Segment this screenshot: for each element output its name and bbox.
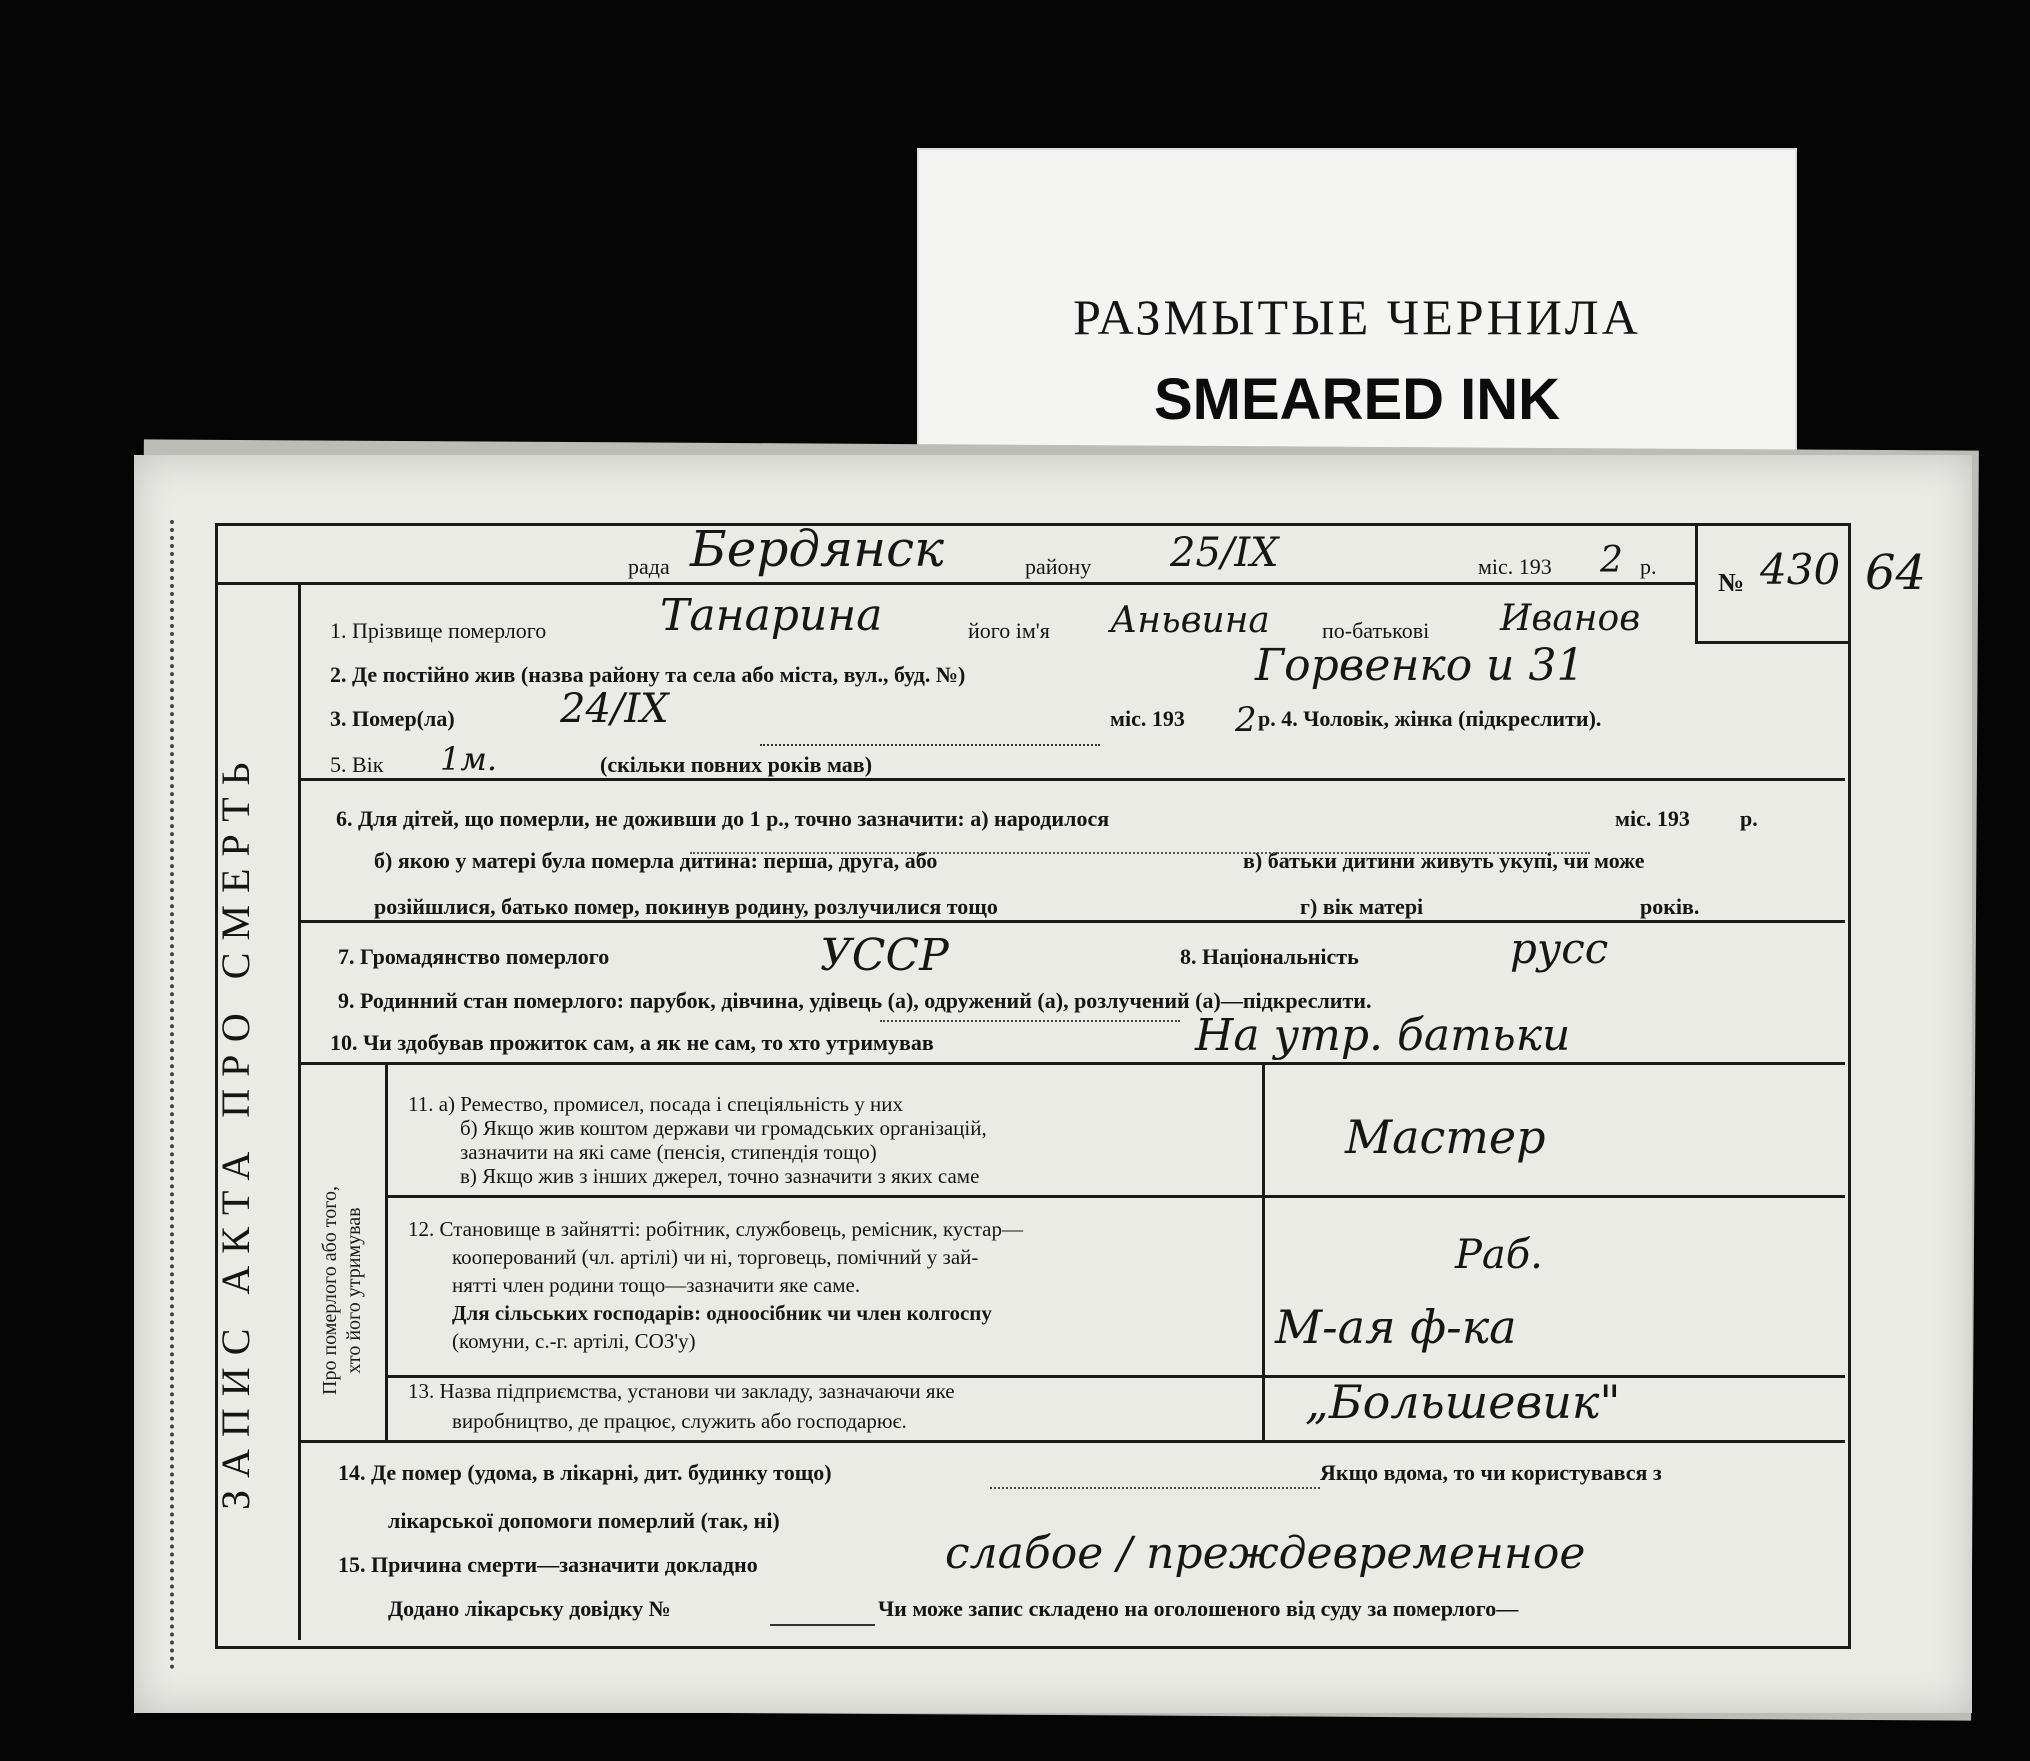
field-16-end: Чи може запис складено на оголошеного від суду за померлого— (878, 1596, 1519, 1621)
perforation-line (170, 520, 174, 1670)
field-11-line-2: б) Якщо жив коштом держави чи громадських організацій, (460, 1116, 987, 1140)
dotline-birth (690, 852, 1590, 854)
field-11-line-3: зазначити на які саме (пенсія, стипендія тощо) (460, 1140, 877, 1164)
field-12-line-5: (комуни, с.-г. артілі, СОЗ'у) (452, 1329, 696, 1353)
hw-rada-name: Бердянск (690, 520, 944, 578)
field-14-end: Якщо вдома, то чи користувався з (1320, 1460, 1662, 1485)
dotline-certificate (770, 1624, 875, 1626)
field-9-label: 9. Родинний стан померлого: парубок, дівчина, удівець (а), одружений (а), розлучений (а)—підкреслити. (338, 988, 1372, 1013)
field-12-line-2: кооперований (чл. артілі) чи ні, торговець, помічний у зай- (452, 1245, 979, 1269)
field-6-line-3-mid: г) вік матері (1300, 894, 1424, 919)
field-6-line-1: 6. Для дітей, що померли, не доживши до 1 р., точно зазначити: а) народилося (336, 806, 1110, 831)
header-rada-label: рада (628, 554, 670, 579)
hw-supported-by: На утр. батьки (1195, 1010, 1571, 1061)
field-6-line-3: розійшлися, батько помер, покинув родину, розлучилися тощо (374, 894, 998, 919)
field-1-name-label: його ім'я (968, 618, 1050, 643)
header-year-label: міс. 193 (1478, 554, 1552, 579)
field-7-label: 7. Громадянство померлого (338, 944, 610, 969)
field-12-line-3: нятті член родини тощо—зазначити яке саме. (452, 1273, 861, 1297)
hw-surname: Танарина (660, 590, 883, 641)
header-number-sign: № (1718, 568, 1745, 597)
hw-citizenship: УССР (820, 930, 949, 981)
dotline-citizenship (880, 1020, 1180, 1022)
rule-after-5 (298, 778, 1845, 781)
field-16-label: Додано лікарську довідку № (388, 1596, 671, 1621)
side-subtitle (318, 1186, 366, 1395)
field-1-label: 1. Прізвище померлого (330, 618, 547, 643)
field-5-suffix: (скільки повних років мав) (600, 752, 873, 777)
field-12-block (408, 1215, 1023, 1355)
hw-cause-of-death: слабое / преждевременное (945, 1528, 1586, 1579)
hw-position: Раб. (1455, 1232, 1543, 1278)
hw-margin-number: 64 (1865, 545, 1927, 601)
rule-after-13 (298, 1440, 1845, 1443)
field-13-block (408, 1376, 955, 1436)
field-14-label: 14. Де помер (удома, в лікарні, дит. будинку тощо) (338, 1460, 832, 1485)
side-subtitle-line-2: хто його утримував (343, 1207, 365, 1374)
rule-after-11 (385, 1195, 1845, 1198)
field-14-line-2: лікарської допомоги померлий (так, ні) (388, 1508, 780, 1533)
hw-patronymic: Иванов (1500, 598, 1641, 639)
side-column-rule (298, 582, 301, 1640)
hw-death-year-digit: 2 (1235, 700, 1257, 740)
header-r-label: р. (1640, 554, 1657, 579)
side-subtitle-line-1: Про померлого або того, (319, 1186, 341, 1395)
field-11-line-1: 11. а) Ремество, промисел, посада і спеціяльність у них (408, 1092, 903, 1116)
field-13-line-2: виробництво, де працює, служить або господарює. (452, 1409, 907, 1433)
header-raionu-label: району (1025, 554, 1092, 579)
field-6-line-1-r: р. (1740, 806, 1758, 831)
smeared-ink-notice (917, 148, 1797, 464)
hw-first-name: Аньвина (1110, 600, 1270, 641)
field-6-line-2: б) якою у матері була померла дитина: перша, друга, або (374, 848, 938, 873)
hw-occupation: Мастер (1345, 1110, 1546, 1164)
hw-workplace-2: „Большевик" (1305, 1375, 1621, 1429)
dotline-death-place (990, 1487, 1320, 1489)
hw-record-number: 430 (1760, 545, 1841, 594)
field-8-label: 8. Національність (1180, 944, 1359, 969)
side-title: ЗАПИС АКТА ПРО СМЕРТЬ (213, 750, 258, 1510)
field-12-line-4: Для сільських господарів: одноосібник чи член колгоспу (452, 1301, 992, 1325)
hw-nationality: русс (1510, 924, 1609, 973)
field-2-label: 2. Де постійно жив (назва району та села або міста, вул., буд. №) (330, 662, 966, 687)
field-11-line-4: в) Якщо жив з інших джерел, точно зазначити з яких саме (460, 1164, 980, 1188)
rule-after-6 (298, 920, 1845, 923)
field-13-line-1: 13. Назва підприємства, установи чи закладу, зазначаючи яке (408, 1379, 955, 1403)
hw-workplace-1: М-ая ф-ка (1275, 1300, 1517, 1354)
hw-death-day: 24/IX (560, 686, 669, 732)
occupation-side-rule (385, 1062, 388, 1440)
field-5-label: 5. Вік (330, 752, 384, 777)
field-3-year-label: міс. 193 (1110, 706, 1185, 731)
hw-age: 1м. (440, 740, 498, 778)
occupation-answer-rule (1262, 1062, 1265, 1440)
field-6-line-1-year: міс. 193 (1615, 806, 1690, 831)
notice-russian: РАЗМЫТЫЕ ЧЕРНИЛА (1073, 289, 1641, 345)
field-15-label: 15. Причина смерти—зазначити докладно (338, 1552, 758, 1577)
field-11-block (408, 1092, 987, 1188)
notice-english: SMEARED INK (1153, 367, 1561, 432)
rule-after-10 (298, 1062, 1845, 1065)
field-10-label: 10. Чи здобував прожиток сам, а як не сам, то хто утримував (330, 1030, 934, 1055)
dotline-death-date (760, 744, 1100, 746)
header-rule (215, 582, 1695, 585)
hw-registration-day: 25/IX (1170, 530, 1279, 576)
field-1-patronymic-label: по-батькові (1322, 618, 1430, 643)
hw-registration-year-digit: 2 (1600, 540, 1623, 581)
field-3-gender-label: р. 4. Чоловік, жінка (підкреслити). (1258, 706, 1602, 731)
field-3-label: 3. Помер(ла) (330, 706, 455, 731)
field-6-line-2-end: в) батьки дитини живуть укупі, чи може (1243, 848, 1645, 873)
field-12-line-1: 12. Становище в зайнятті: робітник, службовець, ремісник, кустар— (408, 1217, 1023, 1241)
hw-address: Горвенко и 31 (1255, 640, 1585, 691)
field-6-line-3-end: років. (1640, 894, 1700, 919)
